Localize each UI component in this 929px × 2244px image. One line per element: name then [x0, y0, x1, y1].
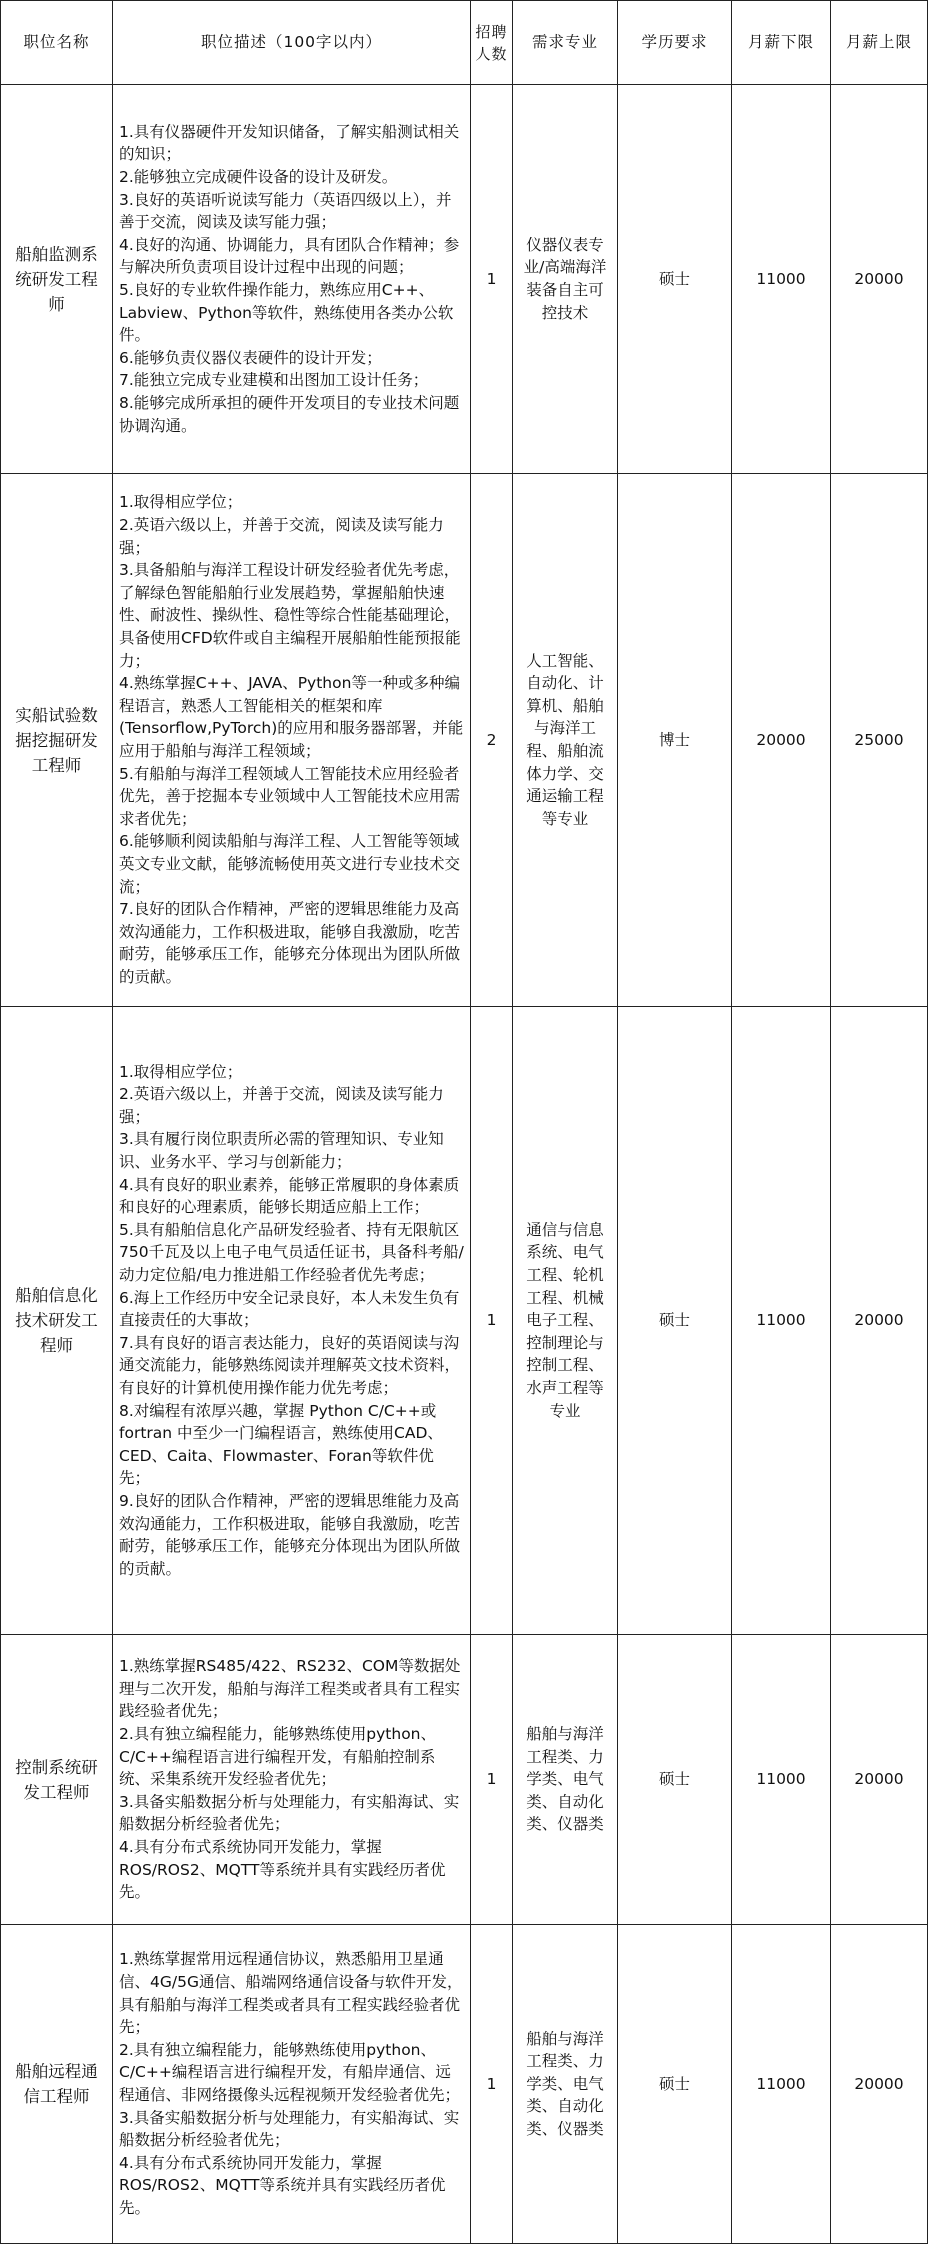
description-line: 3.具有履行岗位职责所必需的管理知识、专业知识、业务水平、学习与创新能力； [119, 1130, 444, 1172]
table-row [1, 85, 928, 474]
header-count: 招聘人数 [471, 1, 513, 85]
position-name: 船舶监测系统研发工程师 [1, 85, 113, 474]
description-line: 6.能够顺利阅读船舶与海洋工程、人工智能等领域英文专业文献，能够流畅使用英文进行专业技术交流； [119, 832, 461, 896]
hire-count: 1 [471, 1925, 513, 2244]
description-line: 9.良好的团队合作精神，严密的逻辑思维能力及高效沟通能力，工作积极进取，能够自我激励，吃苦耐劳，能够承压工作，能够充分体现出为团队所做的贡献。 [119, 1491, 461, 1578]
description-line: 4.具有分布式系统协同开发能力，掌握ROS/ROS2、MQTT等系统并具有实践经历者优先。 [119, 2153, 446, 2217]
required-major: 船舶与海洋工程类、力学类、电气类、自动化类、仪器类 [513, 1635, 618, 1925]
description-line: 7.具有良好的语言表达能力，良好的英语阅读与沟通交流能力，能够熟练阅读并理解英文技术资料，有良好的计算机使用操作能力优先考虑； [119, 1333, 461, 1397]
required-major: 船舶与海洋工程类、力学类、电气类、自动化类、仪器类 [513, 1925, 618, 2244]
description-line: 3.具备船舶与海洋工程设计研发经验者优先考虑，了解绿色智能船舶行业发展趋势，掌握船舶快速性、耐波性、操纵性、稳性等综合性能基础理论，具备使用CFD软件或自主编程开展船舶性能预报能力； [119, 561, 461, 670]
position-description [113, 85, 471, 474]
description-line: 5.有船舶与海洋工程领域人工智能技术应用经验者优先，善于挖掘本专业领域中人工智能技术应用需求者优先； [119, 764, 461, 828]
description-line: 4.具有良好的职业素养，能够正常履职的身体素质和良好的心理素质，能够长期适应船上工作； [119, 1175, 460, 1217]
hire-count: 1 [471, 1007, 513, 1635]
description-line: 2.英语六级以上，并善于交流，阅读及读写能力强； [119, 1085, 444, 1126]
description-line: 6.海上工作经历中安全记录良好，本人未发生负有直接责任的大事故； [119, 1288, 460, 1330]
header-description: 职位描述（100字以内） [113, 1, 471, 85]
description-line: 1.取得相应学位； [119, 493, 243, 512]
header-position-name: 职位名称 [1, 1, 113, 85]
description-line: 1.具有仪器硬件开发知识储备，了解实船测试相关的知识； [119, 122, 460, 164]
description-line: 1.取得相应学位； [119, 1062, 243, 1081]
education-requirement: 硕士 [618, 85, 732, 474]
salary-min: 11000 [732, 1635, 831, 1925]
salary-max: 20000 [831, 1635, 928, 1925]
education-requirement: 硕士 [618, 1925, 732, 2244]
table-row [1, 1635, 928, 1925]
salary-min: 11000 [732, 1007, 831, 1635]
position-description [113, 1007, 471, 1635]
description-line: 2.具有独立编程能力，能够熟练使用python、C/C++编程语言进行编程开发，有船舶控制系统、采集系统开发经验者优先； [119, 1725, 437, 1789]
education-requirement: 博士 [618, 474, 732, 1007]
description-line: 1.熟练掌握RS485/422、RS232、COM等数据处理与二次开发，船舶与海洋工程类或者具有工程实践经验者优先； [119, 1657, 461, 1721]
table-row [1, 474, 928, 1007]
position-name: 船舶信息化技术研发工程师 [1, 1007, 113, 1635]
description-line: 1.熟练掌握常用远程通信协议，熟悉船用卫星通信、4G/5G通信、船端网络通信设备与软件开发，具有船舶与海洋工程类或者具有工程实践经验者优先； [119, 1950, 463, 2037]
salary-min: 11000 [732, 1925, 831, 2244]
description-line: 3.良好的英语听说读写能力（英语四级以上），并善于交流，阅读及读写能力强； [119, 190, 452, 232]
salary-max: 20000 [831, 1925, 928, 2244]
description-line: 5.良好的专业软件操作能力，熟练应用C++、Labview、Python等软件，熟练使用各类办公软件。 [119, 281, 454, 345]
description-line: 8.对编程有浓厚兴趣，掌握 Python C/C++或fortran 中至少一门编程语言，熟练使用CAD、CED、Caita、Flowmaster、Foran等软件优先； [119, 1401, 443, 1488]
description-line: 3.具备实船数据分析与处理能力，有实船海试、实船数据分析经验者优先； [119, 1792, 460, 1834]
required-major: 仪器仪表专业/高端海洋装备自主可控技术 [513, 85, 618, 474]
education-requirement: 硕士 [618, 1635, 732, 1925]
header-salary-min: 月薪下限 [732, 1, 831, 85]
description-line: 3.具备实船数据分析与处理能力，有实船海试、实船数据分析经验者优先； [119, 2108, 460, 2150]
position-description [113, 1925, 471, 2244]
required-major: 通信与信息系统、电气工程、轮机工程、机械电子工程、控制理论与控制工程、水声工程等专业 [513, 1007, 618, 1635]
salary-min: 11000 [732, 85, 831, 474]
table-row [1, 1925, 928, 2244]
position-description [113, 1635, 471, 1925]
position-description [113, 474, 471, 1007]
position-name: 实船试验数据挖掘研发工程师 [1, 474, 113, 1007]
position-name: 船舶远程通信工程师 [1, 1925, 113, 2244]
salary-max: 25000 [831, 474, 928, 1007]
description-line: 7.能独立完成专业建模和出图加工设计任务； [119, 371, 429, 390]
salary-max: 20000 [831, 1007, 928, 1635]
salary-min: 20000 [732, 474, 831, 1007]
description-line: 7.良好的团队合作精神，严密的逻辑思维能力及高效沟通能力，工作积极进取，能够自我激励，吃苦耐劳，能够承压工作，能够充分体现出为团队所做的贡献。 [119, 900, 461, 986]
description-line: 4.良好的沟通、协调能力，具有团队合作精神；参与解决所负责项目设计过程中出现的问题； [119, 235, 460, 277]
header-education: 学历要求 [618, 1, 732, 85]
header-salary-max: 月薪上限 [831, 1, 928, 85]
salary-max: 20000 [831, 85, 928, 474]
description-line: 2.具有独立编程能力，能够熟练使用python、C/C++编程语言进行编程开发，有船岸通信、远程通信、非网络摄像头远程视频开发经验者优先； [119, 2040, 461, 2104]
header-row [1, 1, 928, 85]
description-line: 2.能够独立完成硬件设备的设计及研发。 [119, 168, 398, 187]
description-line: 4.熟练掌握C++、JAVA、Python等一种或多种编程语言，熟悉人工智能相关的框架和库(Tensorflow,PyTorch)的应用和服务器部署，并能应用于船舶与海洋工程领域； [119, 674, 464, 760]
education-requirement: 硕士 [618, 1007, 732, 1635]
description-line: 5.具有船舶信息化产品研发经验者、持有无限航区750千瓦及以上电子电气员适任证书，具备科考船/动力定位船/电力推进船工作经验者优先考虑； [119, 1220, 464, 1285]
table-row [1, 1007, 928, 1635]
description-line: 4.具有分布式系统协同开发能力，掌握ROS/ROS2、MQTT等系统并具有实践经历者优先。 [119, 1837, 446, 1902]
description-line: 2.英语六级以上，并善于交流，阅读及读写能力强； [119, 516, 444, 557]
header-major: 需求专业 [513, 1, 618, 85]
required-major: 人工智能、自动化、计算机、船舶与海洋工程、船舶流体力学、交通运输工程等专业 [513, 474, 618, 1007]
description-line: 8.能够完成所承担的硬件开发项目的专业技术问题协调沟通。 [119, 393, 460, 435]
hire-count: 1 [471, 1635, 513, 1925]
description-line: 6.能够负责仪器仪表硬件的设计开发； [119, 348, 382, 367]
hire-count: 2 [471, 474, 513, 1007]
position-name: 控制系统研发工程师 [1, 1635, 113, 1925]
hire-count: 1 [471, 85, 513, 474]
